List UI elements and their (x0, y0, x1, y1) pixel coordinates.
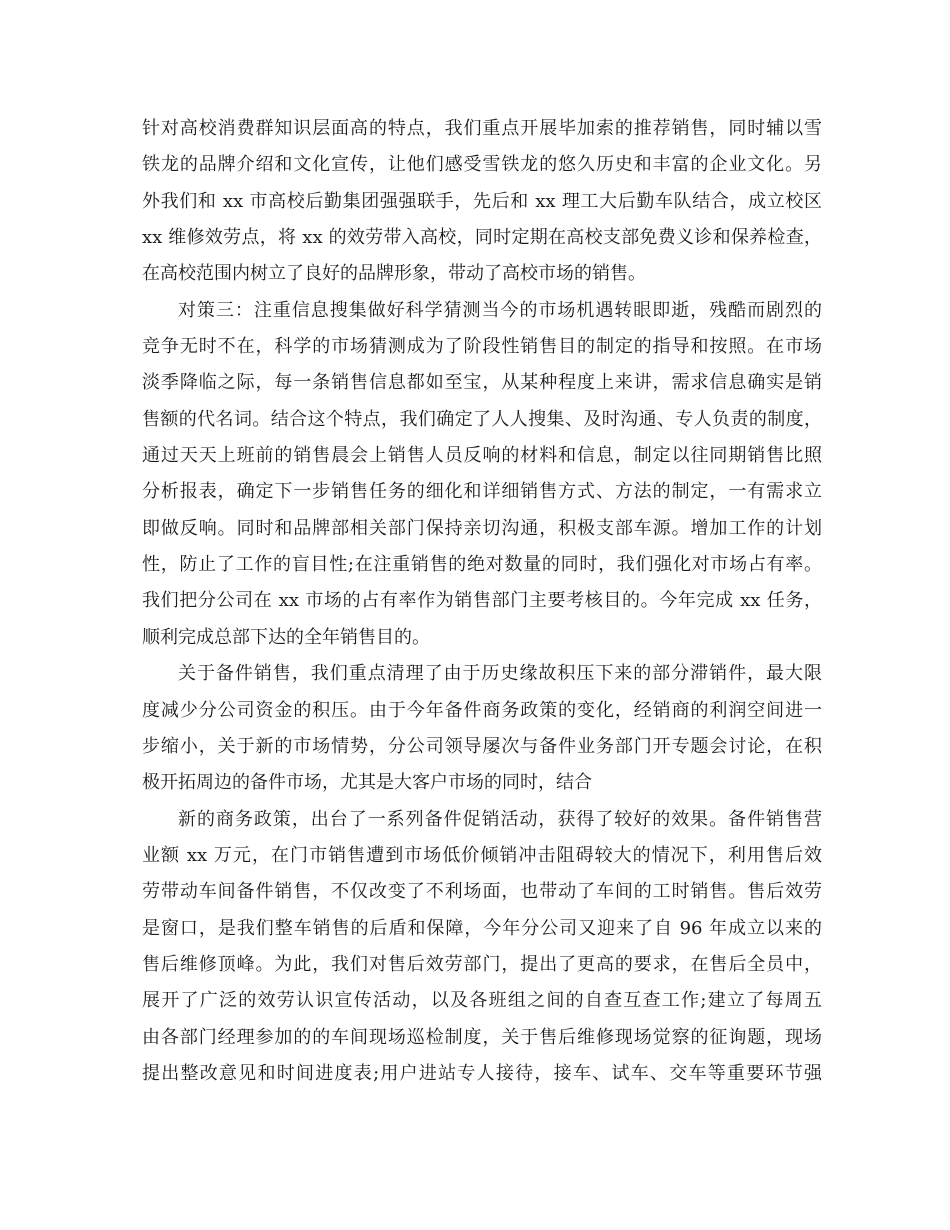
text-line: 顺利完成总部下达的全年销售目的。 (142, 626, 430, 648)
text-line: 通过天天上班前的销售晨会上销售人员反响的材料和信息，制定以往同期销售比照 (142, 445, 822, 467)
text-line: 展开了广泛的效劳认识宣传活动，以及各班组之间的自查互查工作;建立了每周五 (142, 990, 822, 1012)
text-line: 外我们和 xx 市高校后勤集团强强联手，先后和 xx 理工大后勤车队结合，成立校区 (142, 190, 822, 212)
text-line: 针对高校消费群知识层面高的特点，我们重点开展毕加索的推荐销售，同时辅以雪 (142, 118, 822, 139)
text-line: 度减少分公司资金的积压。由于今年备件商务政策的变化，经销商的利润空间进一 (142, 699, 822, 721)
text-line: 劳带动车间备件销售，不仅改变了不利场面，也带动了车间的工时销售。售后效劳 (142, 881, 822, 903)
text-line: 步缩小，关于新的市场情势，分公司领导屡次与备件业务部门开专题会讨论，在积 (142, 735, 822, 757)
text-line: 新的商务政策，出台了一系列备件促销活动，获得了较好的效果。备件销售营 (178, 808, 822, 830)
text-line: 售后维修顶峰。为此，我们对售后效劳部门，提出了更高的要求，在售后全员中， (142, 953, 822, 975)
text-line: 淡季降临之际，每一条销售信息都如至宝，从某种程度上来讲，需求信息确实是销 (142, 372, 822, 394)
text-line: 竞争无时不在，科学的市场猜测成为了阶段性销售目的制定的指导和按照。在市场 (142, 336, 822, 358)
text-line: 由各部门经理参加的的车间现场巡检制度，关于售后维修现场觉察的征询题，现场 (142, 1026, 822, 1048)
text-line: 我们把分公司在 xx 市场的占有率作为销售部门主要考核目的。今年完成 xx 任务， (142, 590, 822, 612)
text-line: 关于备件销售，我们重点清理了由于历史缘故积压下来的部分滞销件，最大限 (178, 663, 822, 685)
text-line: 业额 xx 万元，在门市销售遭到市场低价倾销冲击阻碍较大的情况下，利用售后效 (142, 844, 822, 866)
text-line: 即做反响。同时和品牌部相关部门保持亲切沟通，积极支部车源。增加工作的计划 (142, 517, 822, 539)
text-line: 提出整改意见和时间进度表;用户进站专人接待，接车、试车、交车等重要环节强 (142, 1062, 822, 1084)
document-body (142, 111, 822, 1092)
text-line: 在高校范围内树立了良好的品牌形象，带动了高校市场的销售。 (142, 263, 646, 285)
text-line: 性，防止了工作的盲目性;在注重销售的绝对数量的同时，我们强化对市场占有率。 (142, 554, 822, 576)
text-line: xx 维修效劳点，将 xx 的效劳带入高校，同时定期在高校支部免费义诊和保养检查， (142, 227, 822, 249)
text-line: 售额的代名词。结合这个特点，我们确定了人人搜集、及时沟通、专人负责的制度， (142, 408, 822, 430)
text-line: 是窗口，是我们整车销售的后盾和保障，今年分公司又迎来了自 96 年成立以来的 (142, 917, 822, 939)
text-line: 铁龙的品牌介绍和文化宣传，让他们感受雪铁龙的悠久历史和丰富的企业文化。另 (142, 154, 822, 176)
text-line: 分析报表，确定下一步销售任务的细化和详细销售方式、方法的制定，一有需求立 (142, 481, 822, 503)
text-line: 极开拓周边的备件市场，尤其是大客户市场的同时，结合 (142, 772, 592, 794)
text-line: 对策三：注重信息搜集做好科学猜测当今的市场机遇转眼即逝，残酷而剧烈的 (178, 299, 822, 321)
